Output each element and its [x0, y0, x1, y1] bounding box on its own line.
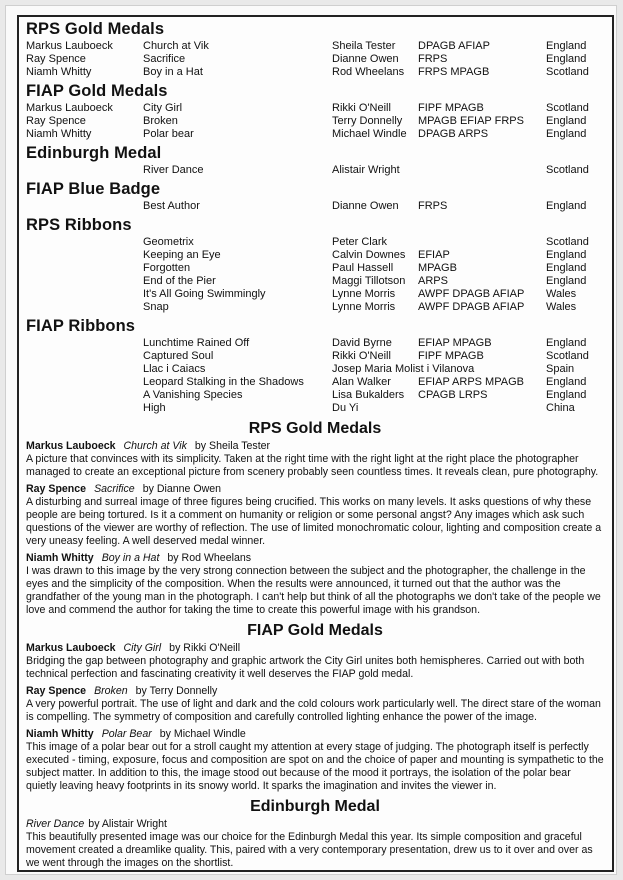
award-country: Wales [546, 301, 577, 313]
award-honours: MPAGB EFIAP FRPS [418, 115, 524, 127]
award-author: Terry Donnelly [332, 115, 403, 127]
award-honours: FIPF MPAGB [418, 350, 484, 362]
award-judge: Markus Lauboeck [26, 102, 113, 114]
review [26, 552, 604, 617]
award-title: Keeping an Eye [143, 249, 221, 261]
award-row [26, 102, 604, 115]
award-title: Best Author [143, 200, 200, 212]
award-row [26, 275, 604, 288]
review-text: A very powerful portrait. The use of light and dark and the cold colours work particularly well. The direct stare of the woman is compelling. The symmetry of composition and carefully controlled lighting enhance the power of the image. [26, 698, 601, 723]
award-honours: ARPS [418, 275, 448, 287]
award-author: Lynne Morris [332, 288, 396, 300]
review-judge: Markus Lauboeck [26, 642, 116, 654]
review-heading-edinburgh: Edinburgh Medal [250, 798, 380, 815]
review-header [26, 483, 604, 496]
award-honours: FRPS [418, 200, 448, 212]
review-text: Bridging the gap between photography and graphic artwork the City Girl unites both hemispheres. Carried out with both technical perfection and fascinating creativity it well deserves the FIAP gold medal. [26, 655, 585, 680]
award-title: End of the Pier [143, 275, 216, 287]
award-judge: Ray Spence [26, 53, 86, 65]
award-row [26, 301, 604, 314]
review-judge: Ray Spence [26, 483, 87, 495]
award-row [26, 337, 604, 350]
review [26, 685, 604, 724]
award-judge: Markus Lauboeck [26, 40, 113, 52]
award-row [26, 200, 604, 213]
award-honours: AWPF DPAGB AFIAP [418, 301, 525, 313]
award-author: David Byrne [332, 337, 392, 349]
award-title: Church at Vik [143, 40, 209, 52]
review-title: Polar Bear [101, 728, 152, 740]
review-judge: Markus Lauboeck [26, 440, 116, 452]
review [26, 440, 604, 479]
award-row [26, 262, 604, 275]
award-title: City Girl [143, 102, 183, 114]
award-row [26, 389, 604, 402]
award-title: A Vanishing Species [143, 389, 243, 401]
review-header [26, 552, 604, 565]
award-honours: FIPF MPAGB [418, 102, 484, 114]
awards-panel [17, 15, 614, 872]
award-author: Alan Walker [332, 376, 391, 388]
award-judge: Niamh Whitty [26, 128, 92, 140]
list-heading-fiap-ribbons: FIAP Ribbons [26, 317, 136, 335]
review-author: by Dianne Owen [142, 483, 222, 495]
award-row [26, 376, 604, 389]
award-row [26, 40, 604, 53]
list-heading-rps-gold: RPS Gold Medals [26, 20, 165, 38]
award-country: England [546, 376, 587, 388]
award-country: England [546, 53, 587, 65]
award-country: England [546, 128, 587, 140]
award-author: Rikki O'Neill [332, 102, 391, 114]
review-text: A picture that convinces with its simplicity. Taken at the right time with the right light at the right place the photographer managed to create an exceptional picture from scenery probably seen countless times. It reveals clean, pure photography. [26, 453, 599, 478]
award-row [26, 350, 604, 363]
award-row [26, 249, 604, 262]
award-author: Calvin Downes [332, 249, 406, 261]
award-author: Alistair Wright [332, 164, 400, 176]
review-header [26, 642, 604, 655]
award-honours: EFIAP MPAGB [418, 337, 492, 349]
award-country: Spain [546, 363, 575, 375]
award-country: England [546, 337, 587, 349]
review-author: by Terry Donnelly [135, 685, 218, 697]
award-author: Dianne Owen [332, 53, 399, 65]
award-title: River Dance [143, 164, 204, 176]
review-title: Sacrifice [94, 483, 135, 495]
page [5, 5, 617, 875]
review-text: This image of a polar bear out for a stroll caught my attention at every stage of judging. The photograph itself is perfectly executed - timing, exposure, focus and composition are spot on and the choice of paper and mounting is sympathetic to the subject matter. In addition to this, the image stood out because of the mood it portrays, the isolation of the polar bear quietly leaving heavy footprints in its snowy world. It sparks the imagination and invites the viewer in. [26, 741, 604, 792]
review-text: A disturbing and surreal image of three figures being crucified. This works on many levels. It asks questions of why these people are being tortured. Is it a comment on humanity or religion or some personal angst? Any images which ask such questions of the viewer are worthy of reflection. The use of limited monochromatic colour, lighting and composition create a very uneasy feeling. A well deserved medal winner. [26, 496, 602, 547]
award-author: Sheila Tester [332, 40, 396, 52]
award-row [26, 288, 604, 301]
review-title: City Girl [123, 642, 162, 654]
review [26, 728, 604, 793]
review-judge: Niamh Whitty [26, 552, 94, 564]
award-author: Du Yi [332, 402, 359, 414]
award-country: England [546, 40, 587, 52]
award-title: Snap [143, 301, 169, 313]
award-country: Wales [546, 288, 577, 300]
award-author: Peter Clark [332, 236, 388, 248]
review-header [26, 685, 604, 698]
review-author: by Sheila Tester [194, 440, 271, 452]
list-heading-rps-ribbons: RPS Ribbons [26, 216, 132, 234]
award-honours: FRPS [418, 53, 448, 65]
award-country: England [546, 262, 587, 274]
award-title: Captured Soul [143, 350, 214, 362]
award-judge: Ray Spence [26, 115, 86, 127]
award-author: Michael Windle [332, 128, 407, 140]
review-heading-rps-gold: RPS Gold Medals [248, 420, 382, 437]
review-author: by Rikki O'Neill [169, 642, 241, 654]
award-country: Scotland [546, 350, 589, 362]
award-honours: DPAGB AFIAP [418, 40, 490, 52]
review-header [26, 728, 604, 741]
award-country: England [546, 249, 587, 261]
award-author: Lisa Bukalders [332, 389, 405, 401]
review-title: River Dance [26, 818, 85, 830]
award-title: Llac i Caiacs [143, 363, 206, 375]
review-author: by Alistair Wright [88, 818, 167, 830]
review [26, 483, 604, 548]
award-country: England [546, 389, 587, 401]
review-header [26, 818, 604, 831]
list-heading-fiap-blue: FIAP Blue Badge [26, 180, 161, 198]
award-country: Scotland [546, 236, 589, 248]
review [26, 818, 604, 870]
award-author: Rikki O'Neill [332, 350, 391, 362]
review [26, 642, 604, 681]
review-title: Broken [94, 685, 128, 697]
award-row [26, 402, 604, 415]
award-honours: DPAGB ARPS [418, 128, 489, 140]
award-author: Paul Hassell [332, 262, 394, 274]
review-text: I was drawn to this image by the very strong connection between the subject and the photographer, the challenge in the eyes and the simplicity of the composition. When the results were announced, it turned out that the author was the grandfather of the young man in the photograph. I can't help but think of all the photographs we don't take of the people we love and commend the author for taking the time to create this powerful image with his grandson. [26, 565, 601, 616]
award-row [26, 164, 604, 177]
award-title: Lunchtime Rained Off [143, 337, 250, 349]
review-author: by Rod Wheelans [167, 552, 252, 564]
award-row [26, 115, 604, 128]
list-heading-fiap-gold: FIAP Gold Medals [26, 82, 168, 100]
award-country: China [546, 402, 575, 414]
award-country: Scotland [546, 66, 589, 78]
award-row [26, 363, 604, 376]
award-country: England [546, 275, 587, 287]
award-author: Josep Maria Molist i Vilanova [332, 363, 475, 375]
award-title: Polar bear [143, 128, 194, 140]
review-text: This beautifully presented image was our choice for the Edinburgh Medal this year. Its simple composition and graceful movement created a dreamlike quality. This, paired with a very contemporary presentation, drew us to it over and over as we went through the images on the shortlist. [26, 831, 593, 869]
award-author: Maggi Tillotson [332, 275, 406, 287]
award-honours: MPAGB [418, 262, 457, 274]
award-title: Boy in a Hat [143, 66, 203, 78]
award-country: Scotland [546, 102, 589, 114]
review-title: Church at Vik [123, 440, 187, 452]
award-title: It's All Going Swimmingly [143, 288, 266, 300]
award-honours: FRPS MPAGB [418, 66, 490, 78]
review-judge: Niamh Whitty [26, 728, 94, 740]
award-title: Leopard Stalking in the Shadows [143, 376, 304, 388]
award-honours: EFIAP ARPS MPAGB [418, 376, 524, 388]
award-judge: Niamh Whitty [26, 66, 92, 78]
award-row [26, 236, 604, 249]
award-country: England [546, 115, 587, 127]
award-author: Rod Wheelans [332, 66, 405, 78]
award-country: England [546, 200, 587, 212]
review-heading-fiap-gold: FIAP Gold Medals [247, 622, 383, 639]
award-title: Broken [143, 115, 178, 127]
award-title: Geometrix [143, 236, 194, 248]
review-header [26, 440, 604, 453]
review-title: Boy in a Hat [101, 552, 160, 564]
award-title: Forgotten [143, 262, 191, 274]
list-heading-edinburgh: Edinburgh Medal [26, 144, 162, 162]
award-author: Lynne Morris [332, 301, 396, 313]
award-title: Sacrifice [143, 53, 186, 65]
review-author: by Michael Windle [159, 728, 246, 740]
award-title: High [143, 402, 166, 414]
award-country: Scotland [546, 164, 589, 176]
award-row [26, 53, 604, 66]
review-judge: Ray Spence [26, 685, 87, 697]
award-honours: CPAGB LRPS [418, 389, 488, 401]
award-honours: AWPF DPAGB AFIAP [418, 288, 525, 300]
award-honours: EFIAP [418, 249, 450, 261]
award-author: Dianne Owen [332, 200, 399, 212]
award-row [26, 66, 604, 79]
award-row [26, 128, 604, 141]
